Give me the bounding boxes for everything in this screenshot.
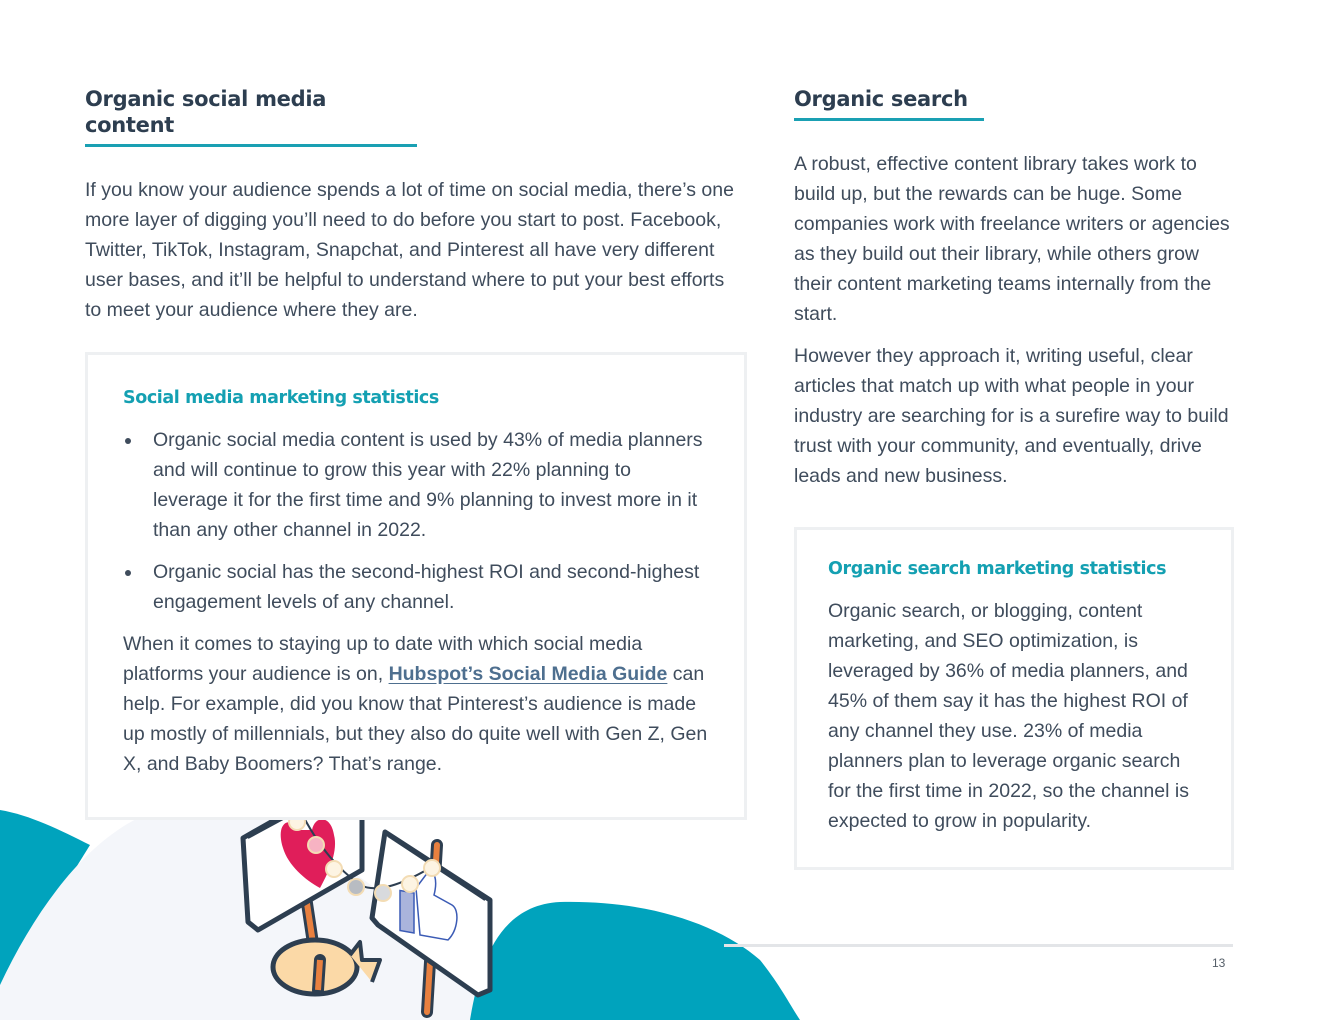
bullet-text: Organic social media content is used by 43% of media planners and will continue to grow this year with 22% planning to leverage it for the first time and 9% planning to invest more in it than any other channel in 2022. [153, 429, 703, 541]
right-column [794, 86, 1234, 491]
search-paragraph-2: However they approach it, writing useful, clear articles that match up with what people in your industry are searching for is a surefire way to build trust with your community, and eventually, drive leads and new business. [794, 345, 1229, 487]
search-stats-title: Organic search marketing statistics [828, 559, 1167, 579]
social-guide-paragraph [123, 629, 708, 779]
hubspot-social-media-guide-link[interactable]: Hubspot’s Social Media Guide [388, 663, 668, 685]
section-title-organic-social: Organic social media content [85, 86, 417, 147]
paragraph-text-after-link: can help. For example, did you know that Pinterest’s audience is made up mostly of millennials, but they also do quite well with Gen Z, Gen X, and Baby Boomers? That’s range. [123, 663, 708, 775]
left-column [85, 86, 747, 820]
search-stats-box [794, 527, 1234, 870]
teal-blob-right [470, 902, 800, 1020]
bullet-icon [125, 570, 131, 576]
search-stats-body: Organic search, or blogging, content marketing, and SEO optimization, is leveraged by 36% of media planners, and 45% of them say it has the highest ROI of any channel they use. 23% of media planners plan to leverage organic search for the first time in 2022, so the channel is expected to grow in popularity. [828, 600, 1189, 832]
social-stats-list [123, 425, 708, 617]
bullet-icon [125, 438, 131, 444]
paragraph-text-before-link: When it comes to staying up to date with which social media platforms your audience is on, [123, 633, 643, 685]
social-stats-title: Social media marketing statistics [123, 388, 439, 408]
footer-divider [724, 944, 1233, 947]
intro-paragraph-social: If you know your audience spends a lot of time on social media, there’s one more layer of digging you’ll need to do before you start to post. Facebook, Twitter, TikTok, Instagram, Snapchat, and Pinterest all have very different user bases, and it’ll be helpful to understand where to put your best efforts to meet your audience where they are. [85, 179, 734, 321]
page-number: 13 [1212, 956, 1226, 970]
list-item [123, 425, 708, 545]
social-stats-box [85, 352, 747, 820]
list-item [123, 557, 708, 617]
search-paragraph-1: A robust, effective content library takes work to build up, but the rewards can be huge. Some companies work with freelance writers or agencies as they build out their library, while others grow their content marketing teams internally from the start. [794, 153, 1230, 325]
bullet-text: Organic social has the second-highest ROI and second-highest engagement levels of any channel. [153, 561, 700, 613]
section-title-organic-search: Organic search [794, 86, 984, 121]
